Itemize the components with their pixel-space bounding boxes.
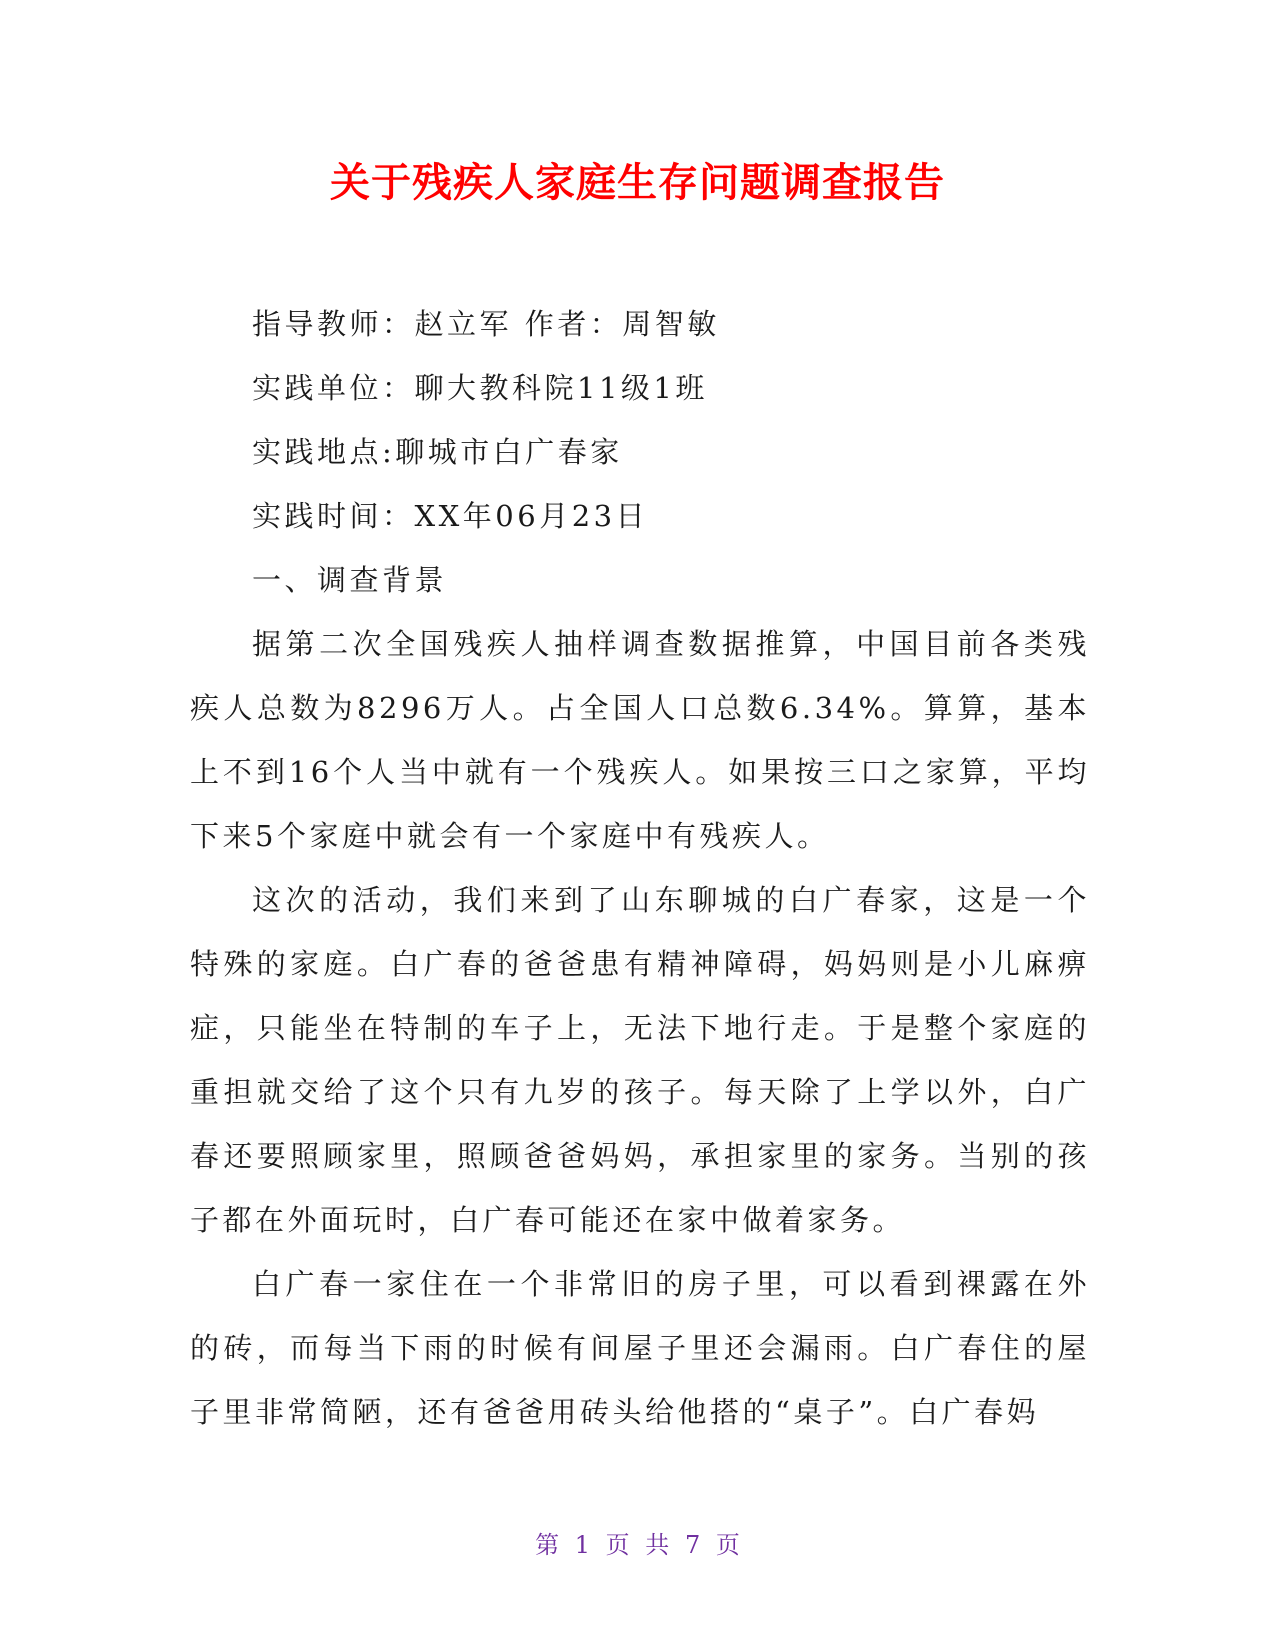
paragraph: 这次的活动，我们来到了山东聊城的白广春家，这是一个特殊的家庭。白广春的爸爸患有精神障碍，妈妈则是小儿麻痹症，只能坐在特制的车子上，无法下地行走。于是整个家庭的重担就交给了这个只有九岁的孩子。每天除了上学以外，白广春还要照顾家里，照顾爸爸妈妈，承担家里的家务。当别的孩子都在外面玩时，白广春可能还在家中做着家务。 — [190, 883, 1090, 1237]
paragraph: 白广春一家住在一个非常旧的房子里，可以看到裸露在外的砖，而每当下雨的时候有间屋子里还会漏雨。白广春住的屋子里非常简陋，还有爸爸用砖头给他搭的“桌子”。白广春妈 — [190, 1267, 1090, 1429]
advisor-author-line: 指导教师：赵立军 作者：周智敏 — [252, 307, 720, 341]
page-number-footer: 第 1 页 共 7 页 — [535, 1531, 740, 1559]
practice-time-line: 实践时间：XX年06月23日 — [252, 499, 649, 533]
practice-unit-line: 实践单位：聊大教科院11级1班 — [252, 371, 708, 405]
section-heading: 一、调查背景 — [252, 563, 448, 597]
document-title: 关于残疾人家庭生存问题调查报告 — [330, 160, 945, 206]
practice-location-line: 实践地点:聊城市白广春家 — [252, 435, 623, 469]
paragraph: 据第二次全国残疾人抽样调查数据推算，中国目前各类残疾人总数为8296万人。占全国人口总数6.34%。算算，基本上不到16个人当中就有一个残疾人。如果按三口之家算，平均下来5个家庭中就会有一个家庭中有残疾人。 — [190, 627, 1090, 853]
document-body — [190, 292, 1090, 1444]
